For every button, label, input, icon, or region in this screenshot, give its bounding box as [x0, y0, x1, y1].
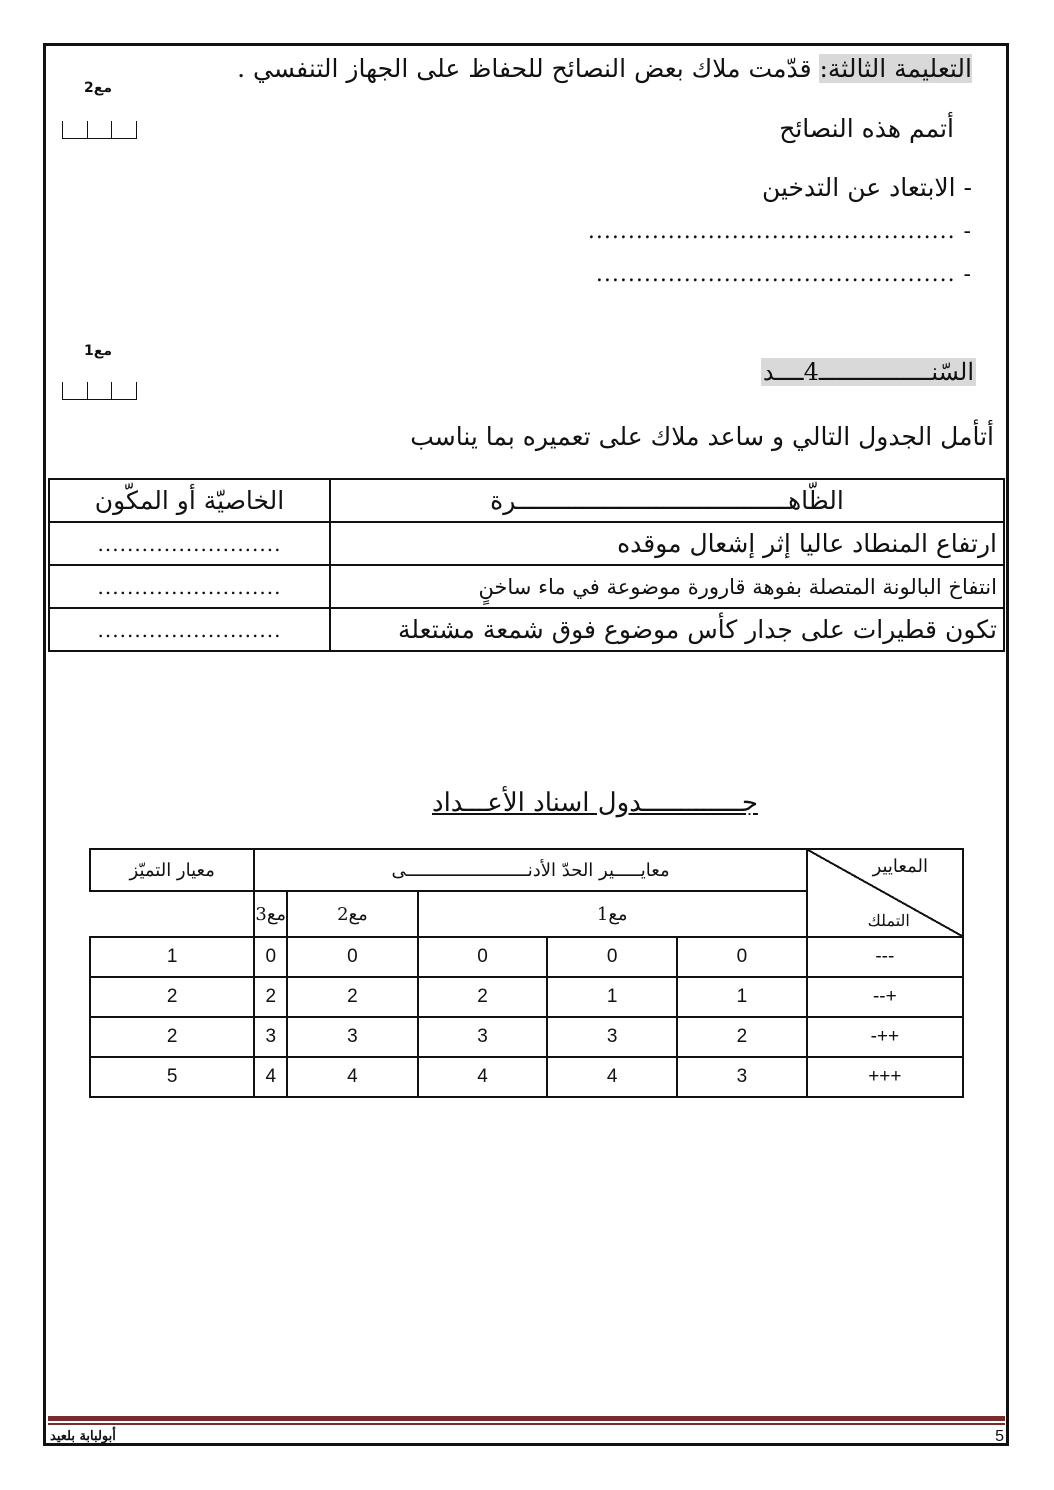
score-cell: 1	[677, 977, 807, 1017]
score-cell: 5	[90, 1057, 254, 1097]
page-frame	[43, 43, 1009, 1446]
table-row	[90, 977, 963, 1017]
grading-title: جـــــــــــــدول اسناد الأعـــداد	[432, 788, 758, 818]
mastery-level-cell: ++-	[807, 1017, 963, 1057]
score-cell: 3	[254, 1017, 287, 1057]
score-cell: 0	[418, 937, 548, 977]
score-cell: 4	[418, 1057, 548, 1097]
footer-author: أبولبابة بلعيد	[50, 1429, 116, 1444]
section4-prompt: أتأمل الجدول التالي و ساعد ملاك على تعميره بما يناسب	[410, 422, 994, 451]
criterion-1-header: مع1	[418, 891, 807, 937]
criteria-diagonal-cell	[807, 849, 963, 937]
score-cell: 3	[677, 1057, 807, 1097]
mastery-level-cell: +--	[807, 977, 963, 1017]
criterion-3-header: مع3	[254, 891, 287, 937]
score-cell: 3	[287, 1017, 418, 1057]
score-cell: 4	[547, 1057, 677, 1097]
section3-item-2[interactable]: - ..............................................	[587, 219, 972, 244]
footer-rule	[48, 1416, 1005, 1421]
score-cell: 4	[287, 1057, 418, 1097]
mastery-level-cell: +++	[807, 1057, 963, 1097]
section3-item-3[interactable]: - .............................................	[595, 262, 972, 287]
section4-score-boxes[interactable]	[62, 382, 137, 400]
mastery-header: التملك	[867, 911, 910, 930]
table-header-row	[49, 479, 1004, 522]
section4-heading: السّنــــــــــــــــ4ــــد	[762, 358, 974, 386]
table-row	[49, 608, 1004, 651]
section3-criterion-label: مع2	[84, 80, 112, 96]
property-header: الخاصيّة أو المكّون	[49, 479, 330, 522]
mastery-level-cell: ---	[807, 937, 963, 977]
score-cell: 2	[677, 1017, 807, 1057]
answer-cell[interactable]: .........................	[49, 565, 330, 608]
score-cell: 2	[287, 977, 418, 1017]
phenomenon-cell: انتفاخ البالونة المتصلة بفوهة قارورة موضوعة في ماء ساخنٍ	[330, 565, 1004, 608]
phenomenon-header: الظّاهـــــــــــــــــــــــــــــــــــــرة	[330, 479, 1004, 522]
criteria-header: المعايير	[872, 856, 928, 877]
score-cell: 3	[547, 1017, 677, 1057]
section3-text: قدّمت ملاك بعض النصائح للحفاظ على الجهاز التنفسي .	[237, 54, 820, 83]
score-cell: 1	[90, 937, 254, 977]
score-cell: 1	[547, 977, 677, 1017]
answer-cell[interactable]: .........................	[49, 522, 330, 565]
phenomenon-cell: تكون قطيرات على جدار كأس موضوع فوق شمعة مشتعلة	[330, 608, 1004, 651]
section3-prompt: أتمم هذه النصائح	[779, 114, 954, 143]
score-cell: 0	[254, 937, 287, 977]
section3-score-boxes[interactable]	[62, 121, 137, 139]
answer-cell[interactable]: .........................	[49, 608, 330, 651]
criterion-2-header: مع2	[287, 891, 418, 937]
excellence-header: معيار التميّز	[90, 849, 254, 891]
section3-heading-line	[237, 54, 972, 83]
table-row	[90, 937, 963, 977]
footer-rule-thin	[48, 1423, 1005, 1425]
phenomena-table	[48, 478, 1005, 652]
table-row	[90, 1057, 963, 1097]
table-row	[49, 522, 1004, 565]
score-cell: 0	[677, 937, 807, 977]
score-cell: 2	[418, 977, 548, 1017]
grading-table	[89, 848, 964, 1098]
page-number: 5	[995, 1428, 1004, 1445]
score-cell: 2	[90, 1017, 254, 1057]
table-row	[49, 565, 1004, 608]
section4-criterion-label: مع1	[84, 343, 112, 359]
score-cell: 2	[254, 977, 287, 1017]
score-cell: 0	[547, 937, 677, 977]
table-row	[90, 1017, 963, 1057]
section3-item-1: - الابتعاد عن التدخين	[761, 173, 972, 202]
score-cell: 4	[254, 1057, 287, 1097]
score-cell: 0	[287, 937, 418, 977]
phenomenon-cell: ارتفاع المنطاد عاليا إثر إشعال موقده	[330, 522, 1004, 565]
min-criteria-header: معايـــــير الحدّ الأدنـــــــــــــــــــــــى	[254, 849, 806, 891]
section3-heading: التعليمة الثالثة:	[819, 54, 972, 83]
score-cell: 3	[418, 1017, 548, 1057]
score-cell: 2	[90, 977, 254, 1017]
